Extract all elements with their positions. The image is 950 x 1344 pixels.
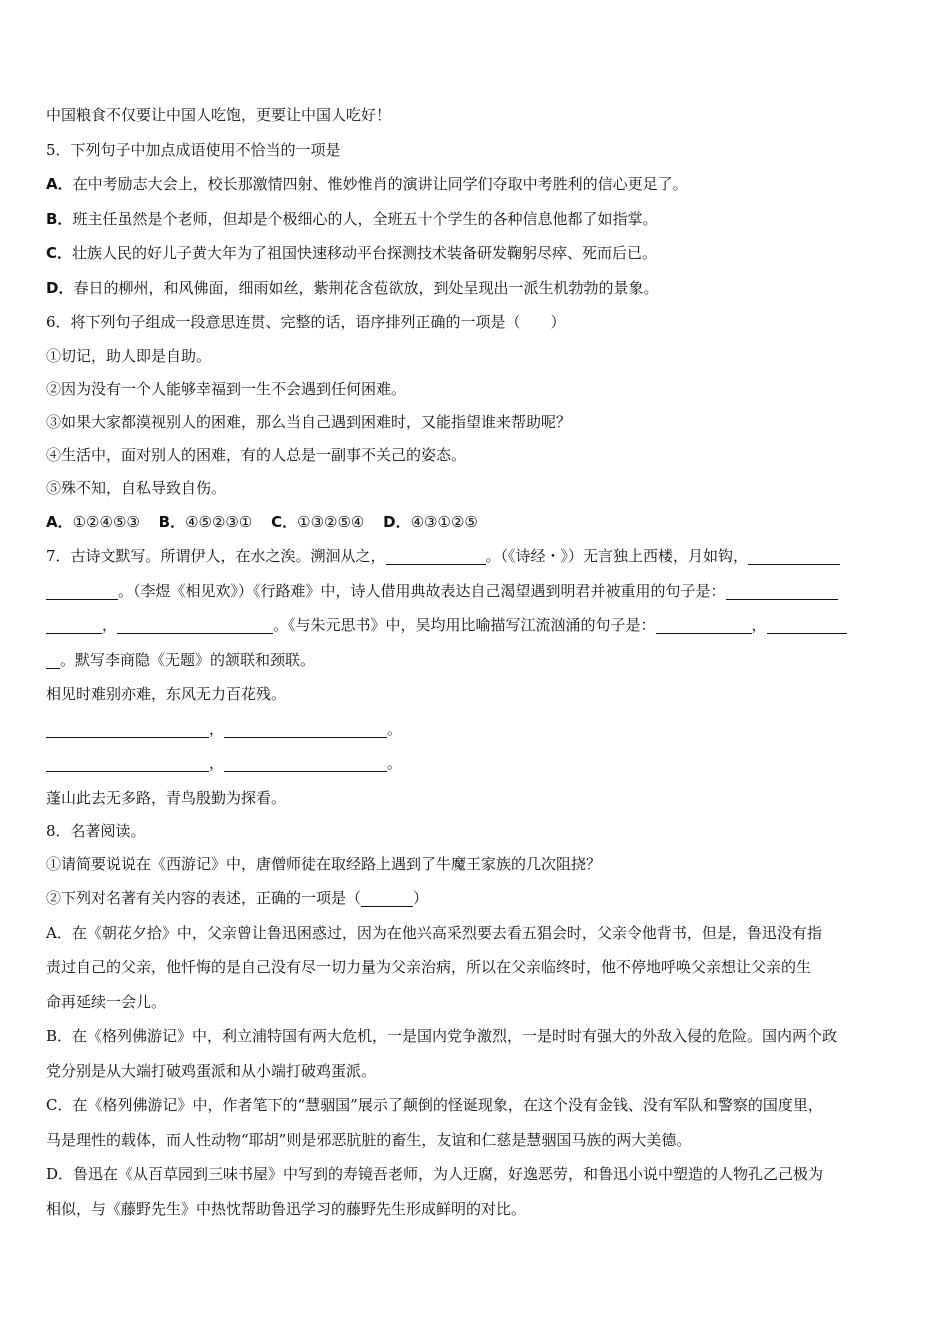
q8-sub1: ①请简要说说在《西游记》中，唐僧师徒在取经路上遇到了牛魔王家族的几次阻挠？: [46, 855, 602, 873]
q7-line-1: [46, 539, 906, 574]
q7-line-4: [46, 643, 906, 678]
fill-blank: [224, 719, 387, 738]
q7-text: 。（《诗经・》）无言独上西楼，月如钩，: [485, 547, 749, 565]
fill-blank: [46, 615, 102, 634]
option-label: D．: [383, 512, 411, 531]
q7-text: ，: [751, 616, 767, 634]
option-text: ①②④⑤③: [72, 512, 140, 531]
q5-option-a: [46, 167, 906, 202]
q8-stem: 8．名著阅读。: [46, 822, 146, 840]
q7-text: 。默写李商隐《无题》的颔联和颈联。: [60, 650, 316, 669]
q7-text: 。（李煜《相见欢》）《行路难》中，诗人借用典故表达自己渴望遇到明君并被重用的句子是：: [118, 581, 726, 600]
fill-blank: [726, 581, 838, 600]
q6-sentence-1: ①切记，助人即是自助。: [46, 346, 212, 365]
poem-last-line: 蓬山此去无多路，青鸟殷勤为探看。: [46, 788, 287, 807]
q8-text: ②下列对名著有关内容的表述，正确的一项是（: [46, 889, 362, 907]
q6-sentence-4: ④生活中，面对别人的困难，有的人总是一副事不关己的姿态。: [46, 445, 467, 464]
option-text: 班主任虽然是个老师，但却是个极细心的人，全班五十个学生的各种信息他都了如指掌。: [72, 209, 658, 228]
fill-blank: [46, 719, 209, 738]
fill-blank: [46, 650, 60, 669]
q8-option-b-line: B．在《格列佛游记》中，利立浦特国有两大危机，一是国内党争激烈，一是时时有强大的外敌入侵的危险。国内两个政: [46, 1027, 838, 1045]
exam-page: [46, 98, 906, 1226]
option-text: 春日的柳州，和风佛面，细雨如丝，紫荆花含苞欲放，到处呈现出一派生机勃勃的景象。: [73, 278, 659, 297]
q8-option-d-line: 相似，与《藤野先生》中热忱帮助鲁迅学习的藤野先生形成鲜明的对比。: [46, 1199, 527, 1218]
option-label: C．: [46, 244, 73, 262]
q6-stem: 6．将下列句子组成一段意思连贯、完整的话，语序排列正确的一项是（ ）: [46, 313, 566, 331]
q6-sentence-3: ③如果大家都漠视别人的困难，那么当自己遇到困难时，又能指望谁来帮助呢？: [46, 412, 572, 431]
comma: ，: [209, 754, 225, 772]
q6-sentence-2: ②因为没有一个人能够幸福到一生不会遇到任何困难。: [46, 379, 407, 398]
q5-option-c: [46, 236, 906, 271]
q7-line-3: [46, 608, 906, 643]
period: 。: [387, 719, 403, 738]
q5-option-d: [46, 271, 906, 306]
option-label: B．: [46, 209, 73, 228]
q7-line-2: [46, 574, 906, 609]
option-label: D．: [46, 278, 74, 297]
q6-options: [46, 505, 906, 540]
q8-sub2: [46, 881, 906, 916]
poem-blank-line-2: [46, 746, 906, 781]
q8-text: ）: [413, 889, 429, 907]
fill-blank: [748, 546, 840, 565]
fill-blank: [224, 753, 387, 772]
option-text: ④③①②⑤: [410, 512, 478, 531]
q8-option-d-line: D．鲁迅在《从百草园到三味书屋》中写到的寿镜吾老师，为人迂腐，好逸恶劳，和鲁迅小说中塑造的人物孔乙己极为: [46, 1165, 824, 1183]
q7-text: ，: [102, 616, 118, 634]
q6-sentence-5: ⑤殊不知，自私导致自伤。: [46, 478, 227, 497]
q8-option-b-line: 党分别是从大端打破鸡蛋派和从小端打破鸡蛋派。: [46, 1061, 377, 1080]
option-text: ①③②⑤④: [297, 512, 365, 531]
option-label: B．: [158, 512, 186, 531]
option-label: A．: [46, 175, 73, 193]
poem-blank-line-1: [46, 712, 906, 747]
q7-text: 7．古诗文默写。所谓伊人，在水之涘。溯洄从之，: [46, 547, 386, 565]
comma: ，: [209, 719, 225, 738]
q5-option-b: [46, 202, 906, 237]
q5-stem: 5．下列句子中加点成语使用不恰当的一项是: [46, 140, 341, 159]
option-label: C．: [271, 512, 298, 531]
intro-line: 中国粮食不仅要让中国人吃饱，更要让中国人吃好！: [46, 106, 392, 124]
fill-blank: [117, 615, 273, 634]
option-label: A．: [46, 512, 73, 531]
poem-first-line: 相见时难别亦难，东风无力百花残。: [46, 685, 287, 703]
option-text: 在中考励志大会上，校长那激情四射、惟妙惟肖的演讲让同学们夺取中考胜利的信心更足了。: [72, 175, 688, 193]
fill-blank: [386, 546, 486, 565]
option-text: ④⑤②③①: [185, 512, 253, 531]
fill-blank: [656, 615, 752, 634]
q8-option-a-line: A．在《朝花夕拾》中，父亲曾让鲁迅困惑过，因为在他兴高采烈要去看五猖会时，父亲令他背书，但是，鲁迅没有指: [46, 923, 822, 942]
fill-blank: [767, 615, 847, 634]
q8-option-a-line: 责过自己的父亲，他忏悔的是自己没有尽一切力量为父亲治病，所以在父亲临终时，他不停地呼唤父亲想让父亲的生: [46, 958, 812, 976]
q8-option-c-line: C．在《格列佛游记》中，作者笔下的“慧骃国”展示了颠倒的怪诞现象，在这个没有金钱、没有军队和警察的国度里，: [46, 1096, 823, 1114]
q7-text: 。《与朱元思书》中，吴均用比喻描写江流汹涌的句子是：: [273, 616, 656, 634]
option-text: 壮族人民的好儿子黄大年为了祖国快速移动平台探测技术装备研发鞠躬尽瘁、死而后已。: [72, 244, 658, 262]
fill-blank: [361, 888, 413, 907]
fill-blank: [46, 753, 209, 772]
fill-blank: [46, 581, 118, 600]
q8-option-c-line: 马是理性的载体，而人性动物“耶胡”则是邪恶肮脏的畜生，友谊和仁慈是慧骃国马族的两大美德。: [46, 1130, 692, 1149]
q8-option-a-line: 命再延续一会儿。: [46, 992, 167, 1011]
period: 。: [387, 754, 403, 772]
